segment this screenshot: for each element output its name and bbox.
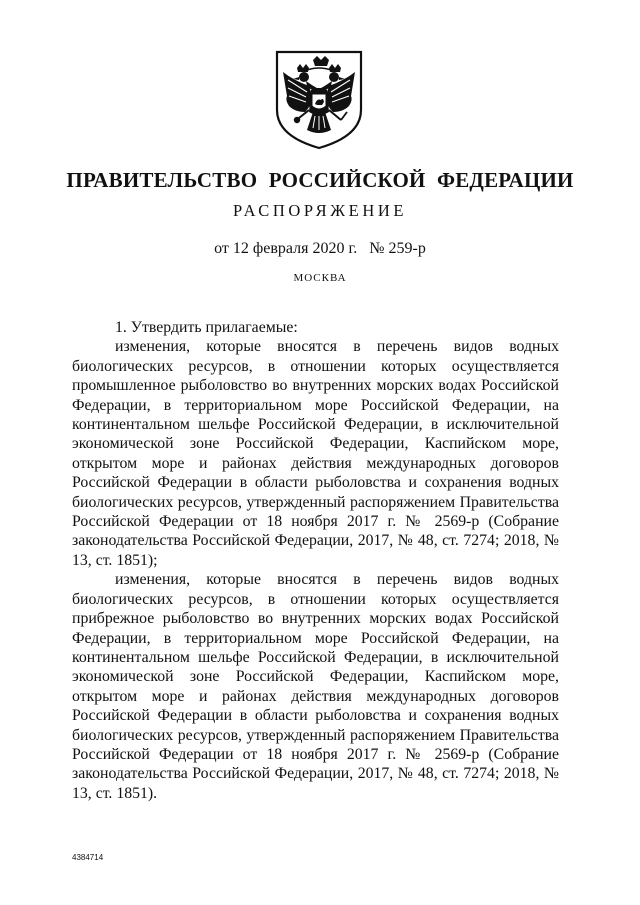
document-type: РАСПОРЯЖЕНИЕ xyxy=(232,201,408,220)
document-body xyxy=(72,318,559,803)
body-paragraph-coastal: изменения, которые вносятся в перечень видов водных биологических ресурсов, в отношении которых осуществляется прибрежное рыболовство во внутренних морских водах Российской Федерации, в территориальном море Российской Федерации, на континентальном шельфе Российской Федерации, в исключительной экономической зоне Российской Федерации, Каспийском море, открытом море и районах действия международных договоров Российской Федерации в области рыболовства и сохранения водных биологических ресурсов, утвержденный распоряжением Правительства Российской Федерации от 18 ноября 2017 г. № 2569-р (Собрание законодательства Российской Федерации, 2017, № 48, ст. 7274; 2018, № 13, ст. 1851). xyxy=(72,571,559,802)
body-paragraph-industrial: изменения, которые вносятся в перечень видов водных биологических ресурсов, в отношении которых осуществляется промышленное рыболовство во внутренних морских водах Российской Федерации, в территориальном море Российской Федерации, на континентальном шельфе Российской Федерации, в исключительной экономической зоне Российской Федерации, Каспийском море, открытом море и районах действия международных договоров Российской Федерации в области рыболовства и сохранения водных биологических ресурсов, утвержденный распоряжением Правительства Российской Федерации от 18 ноября 2017 г. № 2569-р (Собрание законодательства Российской Федерации, 2017, № 48, ст. 7274; 2018, № 13, ст. 1851); xyxy=(72,338,559,569)
document-place: МОСКВА xyxy=(293,272,347,284)
body-paragraph-intro: 1. Утвердить прилагаемые: xyxy=(115,319,298,336)
document-date-number: от 12 февраля 2020 г. № 259-р xyxy=(214,240,426,257)
government-title: ПРАВИТЕЛЬСТВО РОССИЙСКОЙ ФЕДЕРАЦИИ xyxy=(66,168,574,192)
coat-of-arms-icon xyxy=(273,50,365,150)
document-code: 4384714 xyxy=(72,853,104,862)
